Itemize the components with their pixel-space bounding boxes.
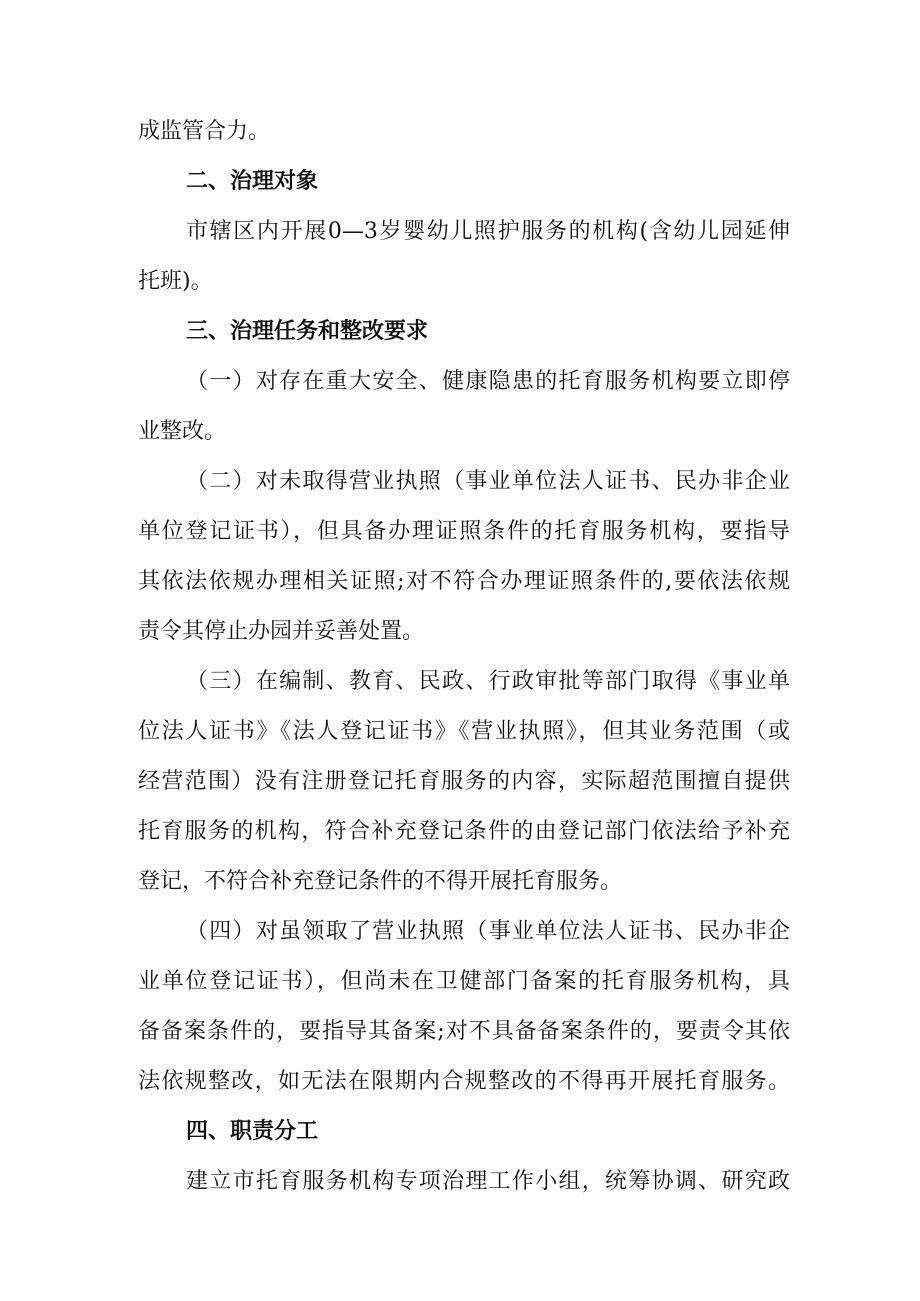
section-heading: 三、治理任务和整改要求 (186, 319, 429, 344)
body-text-line: 业整改。 (138, 419, 227, 444)
section-heading: 二、治理对象 (186, 169, 319, 194)
body-text-line: 成监管合力。 (138, 119, 271, 144)
body-text-line: 业单位登记证书），但尚未在卫健部门备案的托育服务机构，具 (138, 969, 790, 994)
body-text-line: 建立市托育服务机构专项治理工作小组，统筹协调、研究政 (186, 1169, 790, 1194)
body-text-line: 责令其停止办园并妥善处置。 (138, 619, 425, 644)
body-text-line: 市辖区内开展0—3岁婴幼儿照护服务的机构(含幼儿园延伸 (186, 219, 790, 244)
body-text-line: 其依法依规办理相关证照;对不符合办理证照条件的,要依法依规 (138, 569, 790, 594)
body-text-line: 经营范围）没有注册登记托育服务的内容，实际超范围擅自提供 (138, 769, 790, 794)
body-text-line: （一）对存在重大安全、健康隐患的托育服务机构要立即停 (186, 369, 790, 394)
body-text-line: 单位登记证书），但具备办理证照条件的托育服务机构，要指导 (138, 519, 790, 544)
body-text-line: 托育服务的机构，符合补充登记条件的由登记部门依法给予补充 (138, 819, 790, 844)
body-text-line: 登记，不符合补充登记条件的不得开展托育服务。 (138, 869, 623, 894)
body-text-line: 位法人证书》《法人登记证书》《营业执照》，但其业务范围（或 (138, 719, 790, 744)
body-text-line: （二）对未取得营业执照（事业单位法人证书、民办非企业 (186, 469, 790, 494)
body-text-line: （三）在编制、教育、民政、行政审批等部门取得《事业单 (186, 669, 790, 694)
body-text-line: （四）对虽领取了营业执照（事业单位法人证书、民办非企 (186, 919, 790, 944)
section-heading: 四、职责分工 (186, 1119, 319, 1144)
body-text-line: 托班)。 (138, 269, 213, 294)
body-text-line: 法依规整改，如无法在限期内合规整改的不得再开展托育服务。 (138, 1069, 790, 1094)
body-text-line: 备备案条件的，要指导其备案;对不具备备案条件的，要责令其依 (138, 1019, 790, 1044)
